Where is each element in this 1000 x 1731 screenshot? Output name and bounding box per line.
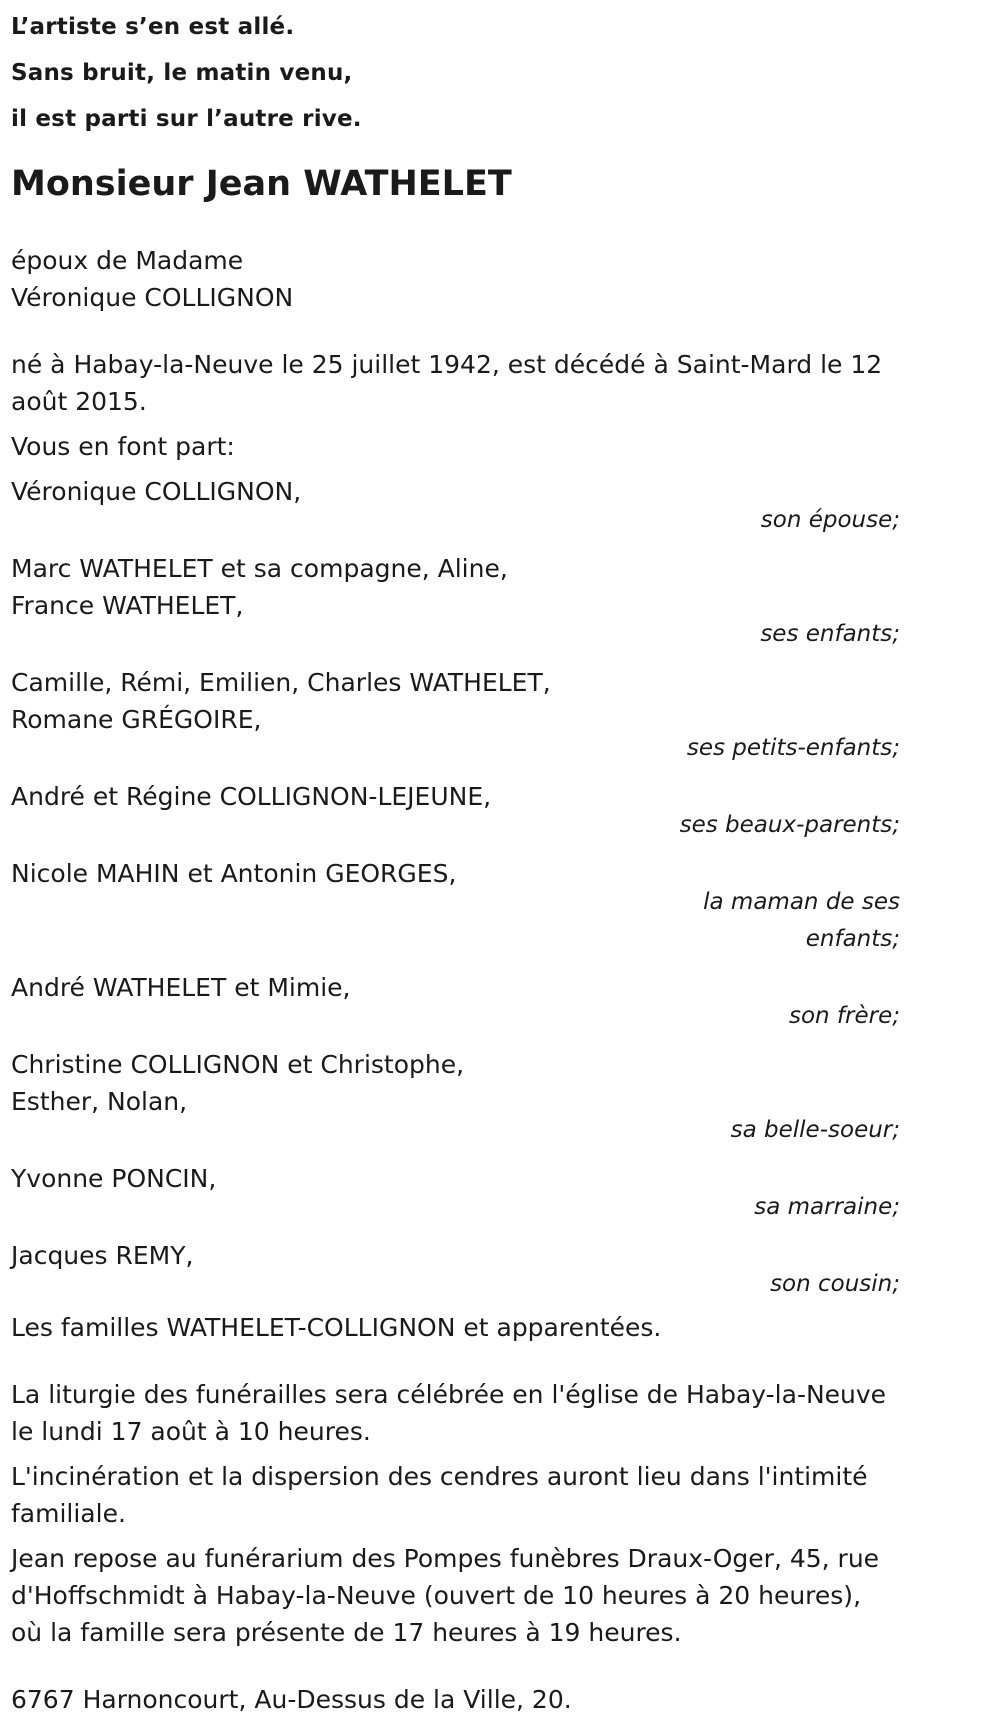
family-entry	[11, 550, 900, 653]
family-names: Yvonne PONCIN,	[11, 1164, 217, 1193]
family-names: Véronique COLLIGNON,	[11, 477, 302, 506]
family-relation: son frère;	[788, 1003, 900, 1029]
family-entry	[11, 1046, 900, 1149]
family-relation: sa belle-soeur;	[730, 1117, 900, 1143]
family-names: Romane GRÉGOIRE,	[11, 705, 262, 734]
family-names: Marc WATHELET et sa compagne, Aline,	[11, 554, 508, 583]
family-entry	[11, 664, 900, 767]
family-entry	[11, 969, 900, 1035]
birth-death-info: né à Habay-la-Neuve le 25 juillet 1942, est décédé à Saint-Mard le 12 août 2015.	[11, 350, 883, 416]
family-relation: son cousin;	[770, 1271, 900, 1297]
spouse-name: Véronique COLLIGNON	[11, 283, 294, 312]
family-entry	[11, 1237, 900, 1303]
family-relation: ses enfants;	[760, 621, 900, 647]
deceased-name: Monsieur Jean WATHELET	[11, 164, 512, 204]
verse-line: L’artiste s’en est allé.	[11, 14, 295, 40]
family-entry	[11, 778, 900, 844]
incineration-info: L'incinération et la dispersion des cendres auront lieu dans l'intimité familiale.	[11, 1462, 868, 1528]
opening-verse	[11, 4, 900, 142]
family-entry	[11, 855, 900, 958]
announce-line: Vous en font part:	[11, 432, 235, 461]
family-address: 6767 Harnoncourt, Au-Dessus de la Ville, 20.	[11, 1685, 572, 1714]
repose-info: Jean repose au funérarium des Pompes funèbres Draux-Oger, 45, rue d'Hoffschmidt à Habay-la-Neuve (ouvert de 10 heures à 20 heures), où la famille sera présente de 17 heures à 19 heures.	[11, 1544, 880, 1647]
verse-line: Sans bruit, le matin venu,	[11, 60, 353, 86]
family-names: France WATHELET,	[11, 591, 244, 620]
spouse-line: époux de Madame	[11, 246, 244, 275]
family-list	[11, 473, 900, 1303]
family-entry	[11, 473, 900, 539]
family-relation: la maman de ses enfants;	[703, 889, 900, 952]
verse-line: il est parti sur l’autre rive.	[11, 106, 362, 132]
family-relation: sa marraine;	[754, 1194, 900, 1220]
family-names: Nicole MAHIN et Antonin GEORGES,	[11, 859, 457, 888]
family-names: André WATHELET et Mimie,	[11, 973, 351, 1002]
family-entry	[11, 1160, 900, 1226]
liturgy-info: La liturgie des funérailles sera célébrée en l'église de Habay-la-Neuve le lundi 17 août à 10 heures.	[11, 1380, 887, 1446]
family-names: Jacques REMY,	[11, 1241, 194, 1270]
spouse-block	[11, 242, 900, 316]
families-line: Les familles WATHELET-COLLIGNON et apparentées.	[11, 1313, 662, 1342]
family-names: Camille, Rémi, Emilien, Charles WATHELET,	[11, 668, 551, 697]
family-relation: son épouse;	[760, 507, 900, 533]
family-relation: ses beaux-parents;	[679, 812, 900, 838]
family-relation: ses petits-enfants;	[686, 735, 900, 761]
family-names: André et Régine COLLIGNON-LEJEUNE,	[11, 782, 492, 811]
family-names: Christine COLLIGNON et Christophe,	[11, 1050, 465, 1079]
family-names: Esther, Nolan,	[11, 1087, 188, 1116]
